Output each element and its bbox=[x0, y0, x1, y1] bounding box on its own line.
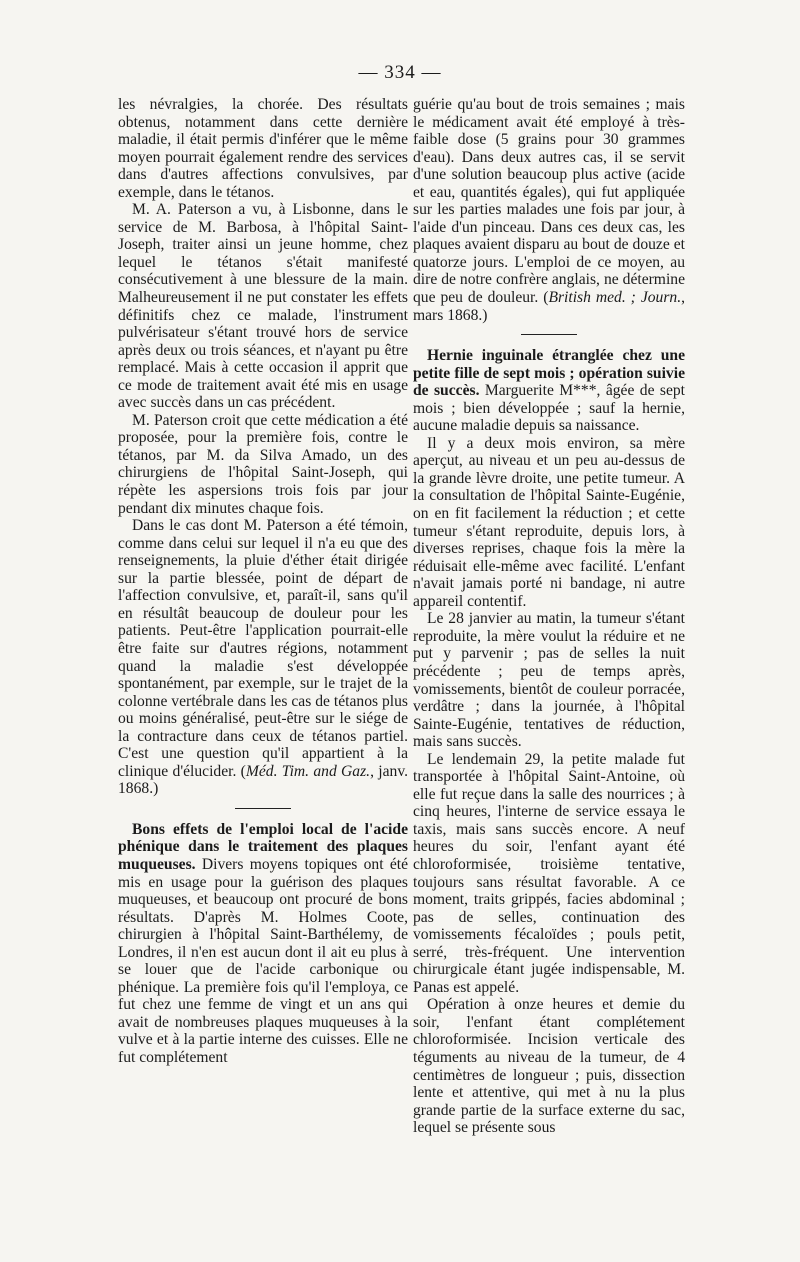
paragraph: Le lendemain 29, la petite malade fut transportée à l'hôpital Saint-Antoine, où elle fut reçue dans la salle des nourrices ; à cinq heures, l'interne de service essaya le taxis, mais sans succès encore. A neuf heures du soir, l'enfant ayant été chloroformisée, troisième tentative, toujours sans résultat favorable. A ce moment, traits grippés, facies abdominal ; pas de selles, continuation des vomissements fécaloïdes ; pouls petit, serré, très-fréquent. Une intervention chirurgicale étant jugée indispensable, M. Panas est appelé. bbox=[413, 750, 685, 996]
paragraph-text: Dans le cas dont M. Paterson a été témoin, comme dans celui sur lequel il n'a eu que des renseignements, la pluie d'éther était dirigée sur la partie blessée, point de départ de l'affection convulsive, et, paraît-il, sans qu'il en résultât beaucoup de douleur pour les patients. Peut-être l'application pourrait-elle être faite sur d'autres régions, notamment quand la maladie s'est développée spontanément, par exemple, sur le trajet de la colonne vertébrale dans les cas de tétanos plus ou moins généralisé, peut-être sur le siége de la contracture dans ceux de tétanos partiel. C'est une question qu'il appartient à la clinique d'élucider. bbox=[118, 517, 408, 780]
right-column bbox=[413, 96, 685, 1137]
article-lead: Marguerite M***, âgée de sept mois ; bien développée ; sauf la hernie, aucune maladie depuis sa naissance. bbox=[413, 382, 686, 435]
citation-date: , janv. 1868.) bbox=[118, 762, 408, 798]
page-number: — 334 — bbox=[358, 62, 442, 83]
paragraph: Il y a deux mois environ, sa mère aperçut, au niveau et un peu au-dessus de la grande lèvre droite, une petite tumeur. A la consultation de l'hôpital Sainte-Eugénie, on en fit facilement la réduction ; et cette tumeur s'étant reproduite, depuis lors, à diverses reprises, chaque fois la mère la réduisait elle-même avec facilité. L'enfant n'avait jamais porté ni bandage, ni autre appareil contentif. bbox=[413, 434, 685, 610]
paragraph: guérie qu'au bout de trois semaines ; mais le médicament avait été employé à très-faible dose (5 grains pour 30 grammes d'eau). Dans deux autres cas, il se servit d'une solution beaucoup plus active (acide et eau, quantités égales), qui fut appliquée sur les parties malades une fois par jour, à l'aide d'un pinceau. Dans ces deux cas, les plaques avaient disparu au bout de douze et quatorze jours. L'emploi de ce moyen, au dire de notre confrère anglais, ne détermine que peu de douleur. (British med. ; Journ., mars 1868.) bbox=[413, 96, 685, 324]
section-divider bbox=[521, 334, 577, 335]
article-paragraph bbox=[118, 821, 408, 1067]
paragraph: Opération à onze heures et demie du soir, l'enfant étant complétement chloroformisée. Incision verticale des téguments au niveau de la tumeur, de 4 centimètres de longueur ; puis, dissection lente et attentive, qui met à nu la plus grande partie de la surface externe du sac, lequel se présente sous bbox=[413, 996, 685, 1137]
paragraph: M. Paterson croit que cette médication a été proposée, pour la première fois, contre le tétanos, par M. da Silva Amado, un des chirurgiens de l'hôpital Saint-Joseph, qui répète les aspersions trois fois par jour pendant dix minutes chaque fois. bbox=[118, 411, 408, 517]
citation-source: British med. ; Journ. bbox=[548, 289, 682, 307]
left-column bbox=[118, 96, 408, 1067]
article-paragraph bbox=[413, 347, 685, 435]
section-divider bbox=[235, 808, 291, 809]
citation-source: Méd. Tim. and Gaz. bbox=[245, 762, 371, 780]
paragraph: Dans le cas dont M. Paterson a été témoin, comme dans celui sur lequel il n'a eu que des renseignements, la pluie d'éther était dirigée sur la partie blessée, point de départ de l'affection convulsive, et, paraît-il, sans qu'il en résultât beaucoup de douleur pour les patients. Peut-être l'application pourrait-elle être faite sur d'autres régions, notamment quand la maladie s'est développée spontanément, par exemple, sur le trajet de la colonne vertébrale dans les cas de tétanos plus ou moins généralisé, peut-être sur le siége de la contracture dans ceux de tétanos partiel. C'est une question qu'il appartient à la clinique d'élucider. (Méd. Tim. and Gaz., janv. 1868.) bbox=[118, 517, 408, 798]
citation-date: , mars 1868.) bbox=[413, 289, 685, 324]
article-title: Hernie inguinale étranglée chez une petite fille de sept mois ; opération suivie de succès. bbox=[413, 347, 685, 400]
article-body: Divers moyens topiques ont été mis en usage pour la guérison des plaques muqueuses, et beaucoup ont procuré de bons résultats. D'après M. Holmes Coote, chirurgien à l'hôpital Saint-Barthélemy, de Londres, il n'en est aucun dont il ait eu plus à se louer que de l'acide carbonique ou phénique. La première fois qu'il l'employa, ce fut chez une femme de vingt et un ans qui avait de nombreuses plaques muqueuses à la vulve et à la partie interne des cuisses. Elle ne fut complétement bbox=[118, 855, 408, 1066]
paragraph: Le 28 janvier au matin, la tumeur s'étant reproduite, la mère voulut la réduire et ne put y parvenir ; pas de selles la nuit précédente ; peu de temps après, vomissements, bientôt de couleur porracée, verdâtre ; dans la journée, à l'hôpital Sainte-Eugénie, tentatives de réduction, mais sans succès. bbox=[413, 610, 685, 751]
paragraph-text: guérie qu'au bout de trois semaines ; mais le médicament avait été employé à très-faible dose (5 grains pour 30 grammes d'eau). Dans deux autres cas, il se servit d'une solution beaucoup plus active (acide et eau, quantités égales), qui fut appliquée sur les parties malades une fois par jour, à l'aide d'un pinceau. Dans ces deux cas, les plaques avaient disparu au bout de douze et quatorze jours. L'emploi de ce moyen, au dire de notre confrère anglais, ne détermine que peu de douleur. bbox=[413, 96, 685, 307]
paragraph: M. A. Paterson a vu, à Lisbonne, dans le service de M. Barbosa, à l'hôpital Saint-Joseph, traiter ainsi un jeune homme, chez lequel le tétanos s'était manifesté consécutivement à une blessure de la main. Malheureusement il ne put constater les effets définitifs chez ce malade, l'instrument pulvérisateur s'étant trouvé hors de service après deux ou trois séances, et n'ayant pu être remplacé. Mais à cette occasion il apprit que ce mode de traitement avait été mis en usage avec succès dans un cas précédent. bbox=[118, 201, 408, 412]
article-title: Bons effets de l'emploi local de l'acide phénique dans le traitement des plaques muqueuses. bbox=[118, 820, 408, 873]
paragraph: les névralgies, la chorée. Des résultats obtenus, notamment dans cette dernière maladie, il était permis d'inférer que le même moyen pourrait également rendre des services dans d'autres affections convulsives, par exemple, dans le tétanos. bbox=[118, 96, 408, 201]
